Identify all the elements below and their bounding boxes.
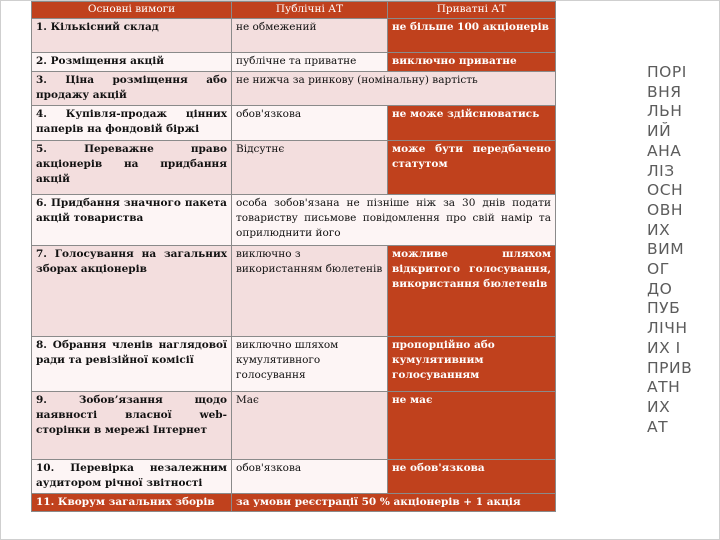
criterion-cell: 1. Кількісний склад bbox=[32, 19, 232, 53]
table-row bbox=[32, 141, 556, 195]
table-row bbox=[32, 19, 556, 53]
slide-title-line: ПРИВ bbox=[647, 358, 693, 377]
slide-title-line: ВИМ bbox=[647, 240, 685, 259]
public-cell: виключно з використанням бюлетенів bbox=[232, 246, 388, 337]
slide-title-line: ИЙ bbox=[647, 122, 672, 141]
table-row bbox=[32, 53, 556, 72]
merged-cell: за умови реєстрації 50 % акціонерів + 1 акція bbox=[232, 494, 556, 512]
public-cell: обов'язкова bbox=[232, 106, 388, 141]
criterion-cell: 5. Переважне право акціонерів на придбання акцій bbox=[32, 141, 232, 195]
public-cell: публічне та приватне bbox=[232, 53, 388, 72]
merged-cell: особа зобов'язана не пізніше ніж за 30 днів подати товариству письмове повідомлення про свій намір та оприлюднити його bbox=[232, 195, 556, 246]
slide-title-line: АНА bbox=[647, 141, 682, 160]
table-row bbox=[32, 195, 556, 246]
private-cell: може бути передбачено статутом bbox=[388, 141, 556, 195]
slide-title-line: ДО bbox=[647, 279, 673, 298]
criterion-cell: 9. Зобов’язання щодо наявності власної web-сторінки в мережі Інтернет bbox=[32, 392, 232, 460]
private-cell: можливе шляхом відкритого голосування, використання бюлетенів bbox=[388, 246, 556, 337]
slide-title-line: ОВН bbox=[647, 200, 683, 219]
table-row bbox=[32, 72, 556, 106]
private-cell: не обов'язкова bbox=[388, 460, 556, 494]
table-row bbox=[32, 460, 556, 494]
public-cell: Відсутнє bbox=[232, 141, 388, 195]
table-header-row bbox=[32, 2, 556, 19]
private-cell: не може здійснюватись bbox=[388, 106, 556, 141]
criterion-cell: 7. Голосування на загальних зборах акціонерів bbox=[32, 246, 232, 337]
header-public: Публічні АТ bbox=[232, 2, 388, 19]
private-cell: виключно приватне bbox=[388, 53, 556, 72]
criterion-cell: 4. Купівля-продаж цінних паперів на фондовій біржі bbox=[32, 106, 232, 141]
slide-title-line: ОСН bbox=[647, 181, 684, 200]
slide-title bbox=[647, 63, 711, 437]
table-row bbox=[32, 246, 556, 337]
criterion-cell: 6. Придбання значного пакета акцій товариства bbox=[32, 195, 232, 246]
slide-title-line: ЛІЧН bbox=[647, 319, 688, 338]
slide-title-line: АТН bbox=[647, 378, 681, 397]
slide-title-line: ПОРІ bbox=[647, 63, 687, 81]
slide-title-line: ПУБ bbox=[647, 299, 681, 318]
comparison-table bbox=[31, 1, 556, 512]
criterion-cell: 10. Перевірка незалежним аудитором річної звітності bbox=[32, 460, 232, 494]
slide-title-line: ЛЬН bbox=[647, 102, 683, 121]
public-cell: виключно шляхом кумулятивного голосування bbox=[232, 337, 388, 392]
merged-cell: не нижча за ринкову (номінальну) вартість bbox=[232, 72, 556, 106]
slide-title-line: ИХ І bbox=[647, 338, 681, 357]
header-private: Приватні АТ bbox=[388, 2, 556, 19]
criterion-cell: 2. Розміщення акцій bbox=[32, 53, 232, 72]
slide-title-line: ИХ bbox=[647, 397, 671, 416]
private-cell: пропорційно або кумулятивним голосуванням bbox=[388, 337, 556, 392]
private-cell: не має bbox=[388, 392, 556, 460]
slide-title-line: ОГ bbox=[647, 260, 670, 279]
private-cell: не більше 100 акціонерів bbox=[388, 19, 556, 53]
public-cell: Має bbox=[232, 392, 388, 460]
table-row bbox=[32, 337, 556, 392]
criterion-cell: 3. Ціна розміщення або продажу акцій bbox=[32, 72, 232, 106]
header-criteria: Основні вимоги bbox=[32, 2, 232, 19]
table-row bbox=[32, 106, 556, 141]
slide-title-line: ИХ bbox=[647, 220, 671, 239]
public-cell: не обмежений bbox=[232, 19, 388, 53]
slide-title-line: АТ bbox=[647, 417, 669, 436]
public-cell: обов'язкова bbox=[232, 460, 388, 494]
criterion-cell: 8. Обрання членів наглядової ради та ревізійної комісії bbox=[32, 337, 232, 392]
slide-title-line: ЛІЗ bbox=[647, 161, 675, 180]
slide-title-line: ВНЯ bbox=[647, 82, 682, 101]
criterion-cell: 11. Кворум загальних зборів bbox=[32, 494, 232, 512]
table-row bbox=[32, 392, 556, 460]
table-row bbox=[32, 494, 556, 512]
